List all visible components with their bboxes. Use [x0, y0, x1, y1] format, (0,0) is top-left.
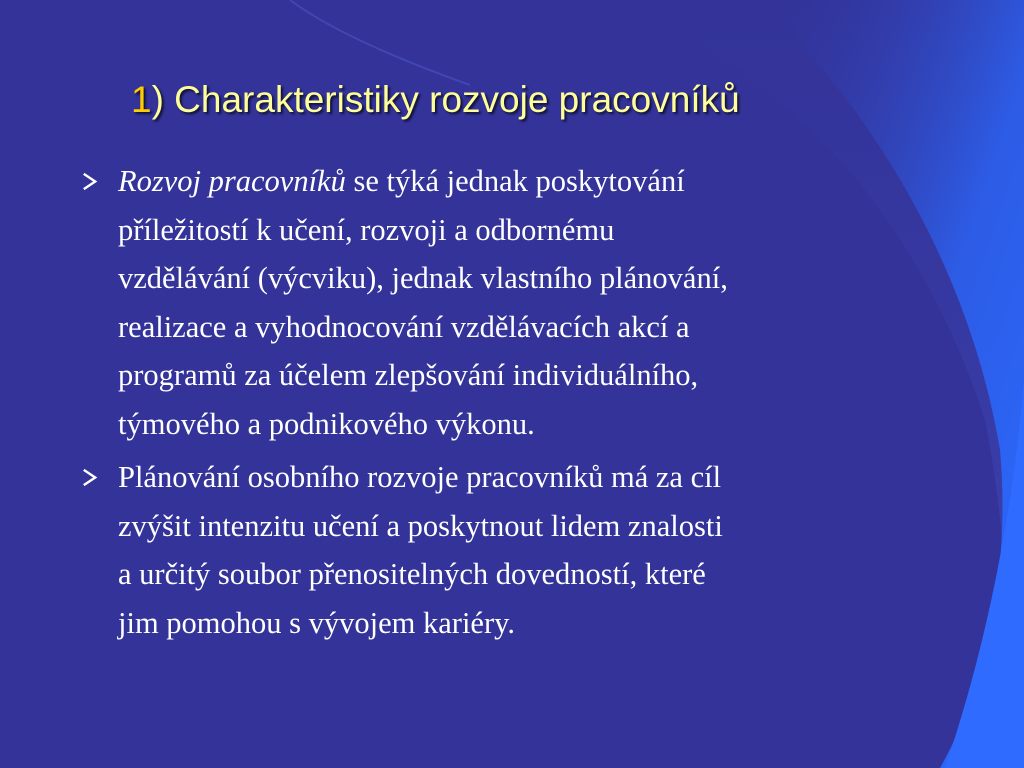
bullet-list — [80, 157, 910, 652]
arrowhead-bullet-icon — [80, 172, 99, 191]
bullet-1-line-3: vzdělávání (výcviku), jednak vlastního plánování, — [118, 261, 728, 295]
bullet-item-1 — [80, 157, 910, 448]
bullet-item-2 — [80, 453, 910, 647]
slide-title — [131, 78, 740, 122]
bullet-1-italic-lead: Rozvoj pracovníků — [118, 164, 346, 198]
bullet-1-line-5: programů za účelem zlepšování individuálního, — [118, 358, 699, 392]
bullet-2-line-3: a určitý soubor přenositelných dovedností, které — [118, 557, 706, 591]
title-number: 1 — [131, 79, 152, 120]
swoosh-thin-line — [290, 0, 470, 85]
bullet-1-line-1: Rozvoj pracovníků se týká jednak poskytování — [118, 164, 685, 198]
bullet-1-line-6: týmového a podnikového výkonu. — [118, 406, 535, 441]
bullet-1-line-2: příležitostí k učení, rozvoji a odbornému — [118, 212, 615, 247]
title-text: ) Charakteristiky rozvoje pracovníků — [151, 79, 740, 120]
bullet-1-line-4: realizace a vyhodnocování vzdělávacích akcí a — [118, 309, 690, 344]
arrowhead-bullet-icon — [80, 468, 99, 487]
bullet-2-line-2: zvýšit intenzitu učení a poskytnout lidem znalosti — [118, 508, 723, 543]
bullet-2-line-1: Plánování osobního rozvoje pracovníků má za cíl — [118, 460, 722, 494]
bullet-2-line-4: jim pomohou s vývojem kariéry. — [118, 605, 516, 640]
